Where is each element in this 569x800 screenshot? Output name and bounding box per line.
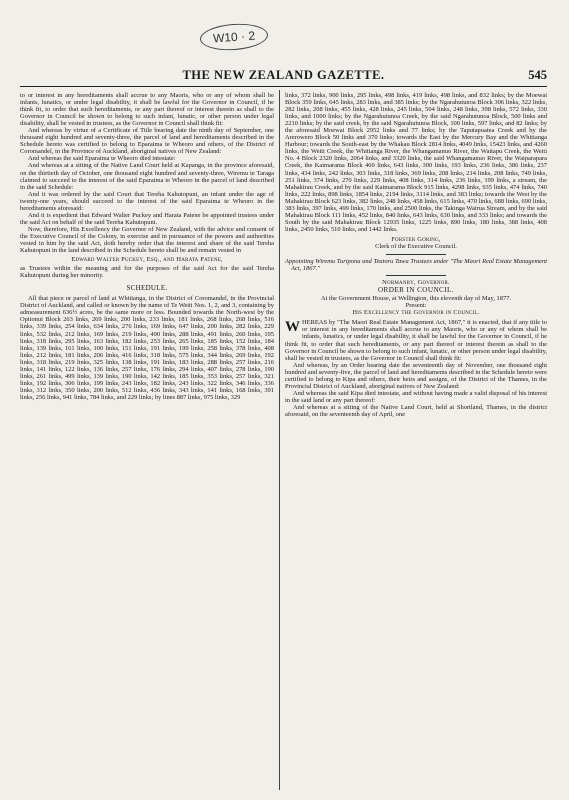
paragraph: And whereas the said Eparaima te Wheoro died intestate: xyxy=(28,155,176,163)
schedule-text-continued: links, 372 links, 900 links, 295 links, 498 links, 419 links, 498 links, and 832 links; by the Moewai Block 359 links, 645 links, 283 links, and 385 links; by the Ngarahutunoa Block 306 links, 322 links, 282 links, 208 links, 455 links, 428 links, 245 links, 504 links, 248 links, 398 links, 572 links, 330 links, and 1000 links; by the Ngarahutunoa Creek, by the said Ngarahutunoa Block, 500 links and 2210 links; by the said creek, by the said Ngarahutunoa Block, 100 links, 597 links, and 82 links; by the aforesaid Moewai Block 2952 links and 77 links; by the Taputapuatea Creek and by the Arerowero Block 50 links and 370 links; towards the East by the Mercury Bay and the Whitianga Harbour; towards the South-east by the Whakau Block 2814 links, 4049 links, 15423 links, and 4260 links, the Weiti Creek, the Whitianga River, the Whangamanuo River, the Waitapu Creek, the Weiti No. 4 Block 2320 links, 2064 links, and 3320 links, the said Whangamanuo River, the Waiparapara Creek, the Kaimarama Block 460 links, 643 links, 300 links, 193 links, 236 links, 386 links, 237 links, 434 links, 242 links, 303 links, 318 links, 369 links, 208 links, 214 links, 208 links, 749 links, 251 links, 374 links, 270 links, 229 links, 408 links, 314 links, 236 links, 199 links, a stream, the Mahakirau Creek, and by the said Kaimarama Block 915 links, 4298 links, 935 links, 474 links, 740 links, 222 links, 898 links, 1854 links, 2194 links, 3114 links, and 383 links; towards the West by the Mahakirau Block 623 links, 382 links, 248 links, 458 links, 615 links, 470 links, 688 links, 690 links, 383 links, 397 links, 499 links, 170 links, and 2500 links, the Takinga Wairua Stream, and by the said Mahakirau Block 111 links, 452 links, 840 links, 643 links, 630 links, and 333 links; and towards the South by the said Mahakirau Block 12935 links, 1225 links, 890 links, 180 links, 388 links, 408 links, 2450 links, 510 links, and 1442 links. xyxy=(285,92,547,233)
signer-name: Forster Goring, xyxy=(391,235,441,243)
order-in-council: ORDER IN COUNCIL. xyxy=(377,286,455,295)
left-column xyxy=(20,92,274,401)
section-rule xyxy=(386,254,446,255)
right-column xyxy=(285,92,547,418)
paragraph xyxy=(285,319,547,361)
excellency-line: His Excellency the Governor in Council. xyxy=(352,309,480,317)
paragraph: And whereas, by an Order bearing date the seventeenth day of November, one thousand eight hundred and seventy-five, the parcel of land and hereditaments described in the Schedule hereto were certified to belong to Kipa and others, their heirs and assigns, of the District of the Thames, in the Provincial District of Auckland, aboriginal natives of New Zealand: xyxy=(285,361,547,390)
paragraph: And it is expedient that Edward Walter Puckey and Harata Patene be appointed trustees under the said Act on behalf of the said Tereha Kahutopuni. xyxy=(20,211,274,226)
paragraph: as Trustees within the meaning and for the purposes of the said Act for the said Tereha Kahutopuni during her minority. xyxy=(20,265,274,280)
paragraph: And whereas by virtue of a Certificate of Title bearing date the ninth day of September, one thousand eight hundred and seventy-three, the parcel of land and hereditaments described in the Schedule hereto was certified to belong to Eparaima te Wheoro and others, of the District of Coromandel, in the Province of Auckland, aboriginal natives of New Zealand: xyxy=(20,127,274,156)
page-header xyxy=(20,68,547,86)
trustee-names: Edward Walter Puckey, Esq., and Harata Patene, xyxy=(71,256,223,264)
paragraph: to or interest in any hereditaments shall accrue to any Maoris, who or any of whom shall be infants, lunatics, or under legal disability, it shall be lawful for the Governor in Council, if he think fit, to order that such hereditaments, or any part thereof or interest therein as shall to the Governor in Council be shown to belong to such infant, lunatic, or other person under legal disability, shall be vested in trustees, as the Governor in Council shall think fit: xyxy=(20,92,274,128)
handwritten-stamp: W10 · 2 xyxy=(199,22,269,53)
page-number: 545 xyxy=(528,68,547,82)
signer-title: Clerk of the Executive Council. xyxy=(375,242,457,250)
paragraph: And it was ordered by the said Court that Tereha Kahutopuni, an infant under the age of twenty-one years, should succeed to the interest of the said Eparaima te Wheoro in the hereditaments aforesaid: xyxy=(20,190,274,212)
column-divider xyxy=(279,90,280,790)
present-label: Present: xyxy=(405,302,427,310)
place-and-date: At the Government House, at Wellington, this eleventh day of May, 1877. xyxy=(320,295,512,303)
governor-name: Normanby, Governor. xyxy=(382,279,450,287)
header-rule xyxy=(20,86,547,87)
paragraph: And whereas at a sitting of the Native Land Court held at Kapanga, in the province aforesaid, on the thirtieth day of October, one thousand eight hundred and seventy-three, Wiremu te Taraga claimed to succeed to the interest of the said Eparaima te Wheoro in the parcel of land described in the said Schedule: xyxy=(20,162,274,191)
schedule-heading: SCHEDULE. xyxy=(126,284,168,293)
drop-cap: W xyxy=(285,319,300,336)
schedule-text: All that piece or parcel of land at Whitianga, in the District of Coromandel, in the Provincial District of Auckland, and called or known by the name of Te Weiti Nos. 1, 2, and 3, containing by admeasurement 636½ acres, be the same more or less. Bounded towards the North-west by the Opitonui Block 263 links, 269 links, 200 links, 233 links, 181 links, 268 links, 268 links, 516 links, 339 links, 254 links, 634 links, 276 links, 169 links, 647 links, 200 links, 282 links, 229 links, 532 links, 212 links, 169 links, 219 links, 490 links, 288 links, 491 links, 260 links, 195 links, 318 links, 295 links, 163 links, 182 links, 253 links, 265 links, 185 links, 152 links, 184 links, 139 links, 161 links, 100 links, 151 links, 191 links, 199 links, 258 links, 378 links, 408 links, 212 links, 181 links, 206 links, 416 links, 318 links, 575 links, 344 links, 269 links, 192 links, 318 links, 219 links, 325 links, 138 links, 191 links, 183 links, 288 links, 257 links, 216 links, 141 links, 122 links, 136 links, 257 links, 176 links, 294 links, 407 links, 278 links, 190 links, 261 links, 499 links, 139 links, 190 links, 142 links, 185 links, 353 links, 257 links, 321 links, 192 links, 306 links, 199 links, 243 links, 182 links, 243 links, 322 links, 346 links, 336 links, 312 links, 350 links, 200 links, 512 links, 436 links, 343 links, 141 links, 168 links, 391 links, 256 links, 941 links, 784 links, and 229 links; by lines 887 links, 975 links, 329 xyxy=(20,295,274,401)
order-heading: Appointing Wiremu Turipona and Teutoru Tawa Trustees under "The Maori Real Estate Management Act, 1867." xyxy=(285,258,547,273)
paragraph: And whereas at a sitting of the Native Land Court, held at Shortland, Thames, in the district aforesaid, on the seventeenth day of April, one xyxy=(285,403,547,418)
paragraph: And whereas the said Kipa died intestate, and without having made a valid disposal of his interest in the said land or any part thereof: xyxy=(285,389,547,404)
section-rule xyxy=(386,275,446,276)
paragraph-text: HEREAS by "The Maori Real Estate Management Act, 1867," it is enacted, that if any title to or interest in any hereditaments shall accrue to any Maoris, who or any of whom shall be infants, lunatics, or under legal disability, it shall be lawful for the Governor in Council, if he think fit, to order that such hereditaments, or any part thereof or interest therein as shall to the Governor in Council be shown to belong to such infant, lunatic, or other person under legal disability, shall be vested in trustees, as the Governor in Council shall think fit: xyxy=(285,319,547,362)
gazette-title: THE NEW ZEALAND GAZETTE. xyxy=(182,68,385,82)
paragraph: Now, therefore, His Excellency the Governor of New Zealand, with the advice and consent of the Executive Council of the Colony, in exercise and in pursuance of the powers and authorities vested in him by the said Act, doth hereby order that the interest and share of the said Tereha Kahutopuni in the land described in the Schedule hereto shall be and remain vested in xyxy=(20,225,274,255)
